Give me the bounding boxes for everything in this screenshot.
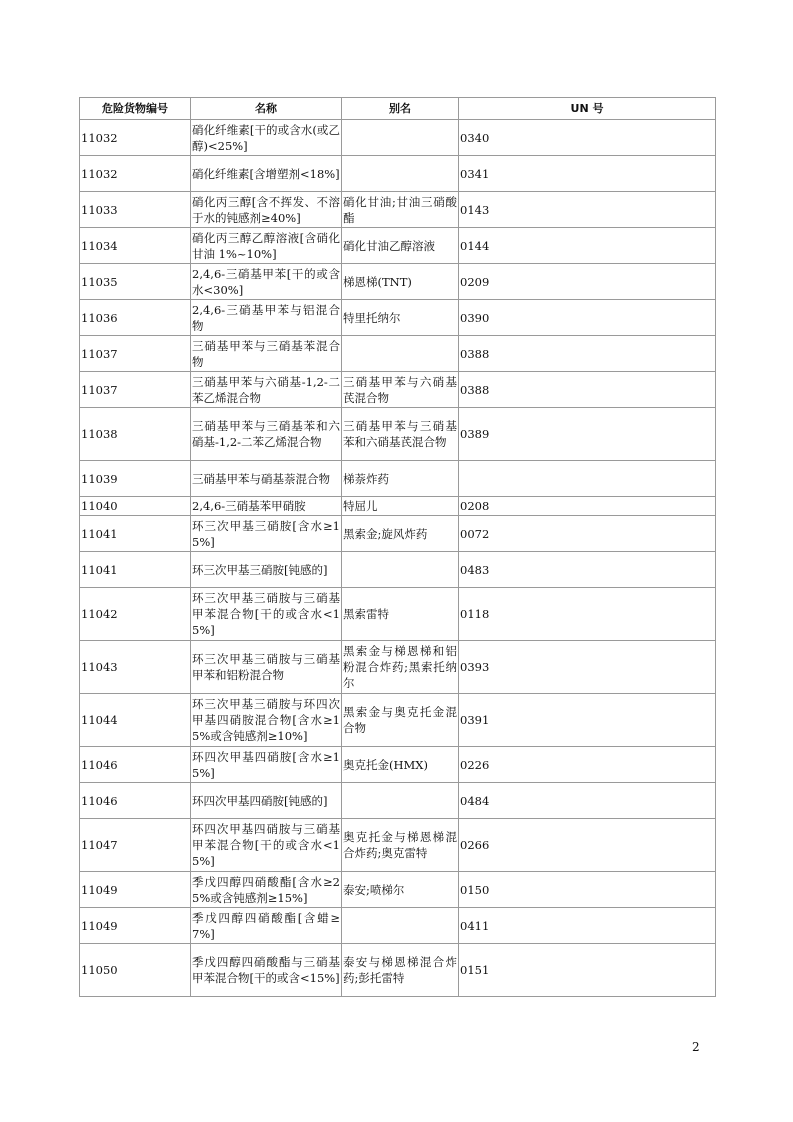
cell-un-number: 0411 <box>459 908 716 944</box>
cell-goods-number: 11049 <box>80 872 191 908</box>
cell-goods-number: 11040 <box>80 497 191 516</box>
cell-un-number: 0144 <box>459 228 716 264</box>
table-row <box>80 641 716 694</box>
cell-un-number: 0391 <box>459 694 716 747</box>
cell-un-number: 0388 <box>459 372 716 408</box>
table-row <box>80 944 716 997</box>
table-row <box>80 783 716 819</box>
table-row <box>80 516 716 552</box>
table-row <box>80 336 716 372</box>
cell-name: 季戊四醇四硝酸酯[含蜡≥7%] <box>191 908 342 944</box>
cell-alias: 特里托纳尔 <box>342 300 459 336</box>
table-row <box>80 694 716 747</box>
cell-un-number: 0388 <box>459 336 716 372</box>
cell-alias: 三硝基甲苯与三硝基苯和六硝基芪混合物 <box>342 408 459 461</box>
table-row <box>80 588 716 641</box>
cell-un-number: 0266 <box>459 819 716 872</box>
cell-goods-number: 11050 <box>80 944 191 997</box>
cell-alias <box>342 552 459 588</box>
cell-goods-number: 11032 <box>80 156 191 192</box>
table-row <box>80 192 716 228</box>
cell-goods-number: 11041 <box>80 552 191 588</box>
cell-un-number: 0483 <box>459 552 716 588</box>
cell-un-number: 0390 <box>459 300 716 336</box>
cell-goods-number: 11039 <box>80 461 191 497</box>
cell-alias: 黑索金与梯恩梯和铝粉混合炸药;黑索托纳尔 <box>342 641 459 694</box>
dangerous-goods-table <box>79 97 716 997</box>
table-row <box>80 408 716 461</box>
cell-goods-number: 11037 <box>80 336 191 372</box>
cell-goods-number: 11046 <box>80 747 191 783</box>
cell-name: 硝化丙三醇[含不挥发、不溶于水的钝感剂≥40%] <box>191 192 342 228</box>
cell-name: 环四次甲基四硝胺[含水≥15%] <box>191 747 342 783</box>
cell-goods-number: 11037 <box>80 372 191 408</box>
cell-alias <box>342 908 459 944</box>
table-row <box>80 228 716 264</box>
cell-goods-number: 11044 <box>80 694 191 747</box>
cell-name: 环三次甲基三硝胺与三硝基甲苯和铝粉混合物 <box>191 641 342 694</box>
cell-alias: 黑索雷特 <box>342 588 459 641</box>
cell-alias: 梯恩梯(TNT) <box>342 264 459 300</box>
cell-goods-number: 11049 <box>80 908 191 944</box>
cell-alias: 黑索金;旋风炸药 <box>342 516 459 552</box>
cell-un-number: 0209 <box>459 264 716 300</box>
page-number: 2 <box>692 1040 700 1054</box>
cell-name: 环三次甲基三硝胺与环四次甲基四硝胺混合物[含水≥15%或含钝感剂≥10%] <box>191 694 342 747</box>
table-row <box>80 908 716 944</box>
cell-goods-number: 11033 <box>80 192 191 228</box>
cell-un-number: 0341 <box>459 156 716 192</box>
table-row <box>80 120 716 156</box>
table-row <box>80 552 716 588</box>
table-row <box>80 461 716 497</box>
cell-goods-number: 11046 <box>80 783 191 819</box>
cell-un-number: 0340 <box>459 120 716 156</box>
cell-alias <box>342 156 459 192</box>
cell-alias: 硝化甘油乙醇溶液 <box>342 228 459 264</box>
cell-alias: 特屈儿 <box>342 497 459 516</box>
cell-name: 三硝基甲苯与三硝基苯混合物 <box>191 336 342 372</box>
table-row <box>80 819 716 872</box>
cell-alias <box>342 783 459 819</box>
cell-goods-number: 11042 <box>80 588 191 641</box>
table-row <box>80 264 716 300</box>
cell-un-number: 0389 <box>459 408 716 461</box>
cell-alias: 梯萘炸药 <box>342 461 459 497</box>
cell-name: 硝化纤维素[干的或含水(或乙醇)<25%] <box>191 120 342 156</box>
cell-un-number: 0226 <box>459 747 716 783</box>
cell-un-number: 0118 <box>459 588 716 641</box>
cell-goods-number: 11034 <box>80 228 191 264</box>
cell-name: 季戊四醇四硝酸酯[含水≥25%或含钝感剂≥15%] <box>191 872 342 908</box>
cell-alias: 泰安;喷梯尔 <box>342 872 459 908</box>
cell-un-number: 0072 <box>459 516 716 552</box>
cell-un-number: 0151 <box>459 944 716 997</box>
cell-name: 2,4,6-三硝基甲苯与铝混合物 <box>191 300 342 336</box>
cell-name: 环三次甲基三硝胺[钝感的] <box>191 552 342 588</box>
cell-name: 2,4,6-三硝基甲苯[干的或含水<30%] <box>191 264 342 300</box>
table-row <box>80 156 716 192</box>
cell-name: 三硝基甲苯与硝基萘混合物 <box>191 461 342 497</box>
cell-goods-number: 11032 <box>80 120 191 156</box>
table-row <box>80 300 716 336</box>
cell-alias: 三硝基甲苯与六硝基芪混合物 <box>342 372 459 408</box>
table-body <box>80 120 716 997</box>
cell-name: 环三次甲基三硝胺[含水≥15%] <box>191 516 342 552</box>
header-goods-number: 危险货物编号 <box>80 98 191 120</box>
cell-name: 硝化丙三醇乙醇溶液[含硝化甘油 1%~10%] <box>191 228 342 264</box>
cell-un-number: 0143 <box>459 192 716 228</box>
table-row <box>80 497 716 516</box>
header-un-number: UN 号 <box>459 98 716 120</box>
cell-name: 环四次甲基四硝胺与三硝基甲苯混合物[干的或含水<15%] <box>191 819 342 872</box>
cell-goods-number: 11035 <box>80 264 191 300</box>
cell-name: 三硝基甲苯与三硝基苯和六硝基-1,2-二苯乙烯混合物 <box>191 408 342 461</box>
cell-name: 三硝基甲苯与六硝基-1,2-二苯乙烯混合物 <box>191 372 342 408</box>
cell-goods-number: 11043 <box>80 641 191 694</box>
cell-name: 环四次甲基四硝胺[钝感的] <box>191 783 342 819</box>
cell-un-number: 0150 <box>459 872 716 908</box>
cell-goods-number: 11041 <box>80 516 191 552</box>
cell-goods-number: 11038 <box>80 408 191 461</box>
table-row <box>80 372 716 408</box>
cell-un-number: 0484 <box>459 783 716 819</box>
table-row <box>80 747 716 783</box>
cell-un-number: 0393 <box>459 641 716 694</box>
cell-un-number: 0208 <box>459 497 716 516</box>
table-header-row <box>80 98 716 120</box>
cell-alias <box>342 336 459 372</box>
cell-goods-number: 11047 <box>80 819 191 872</box>
header-alias: 别名 <box>342 98 459 120</box>
cell-un-number <box>459 461 716 497</box>
cell-name: 环三次甲基三硝胺与三硝基甲苯混合物[干的或含水<15%] <box>191 588 342 641</box>
cell-alias <box>342 120 459 156</box>
table-row <box>80 872 716 908</box>
cell-name: 季戊四醇四硝酸酯与三硝基甲苯混合物[干的或含<15%] <box>191 944 342 997</box>
cell-name: 硝化纤维素[含增塑剂<18%] <box>191 156 342 192</box>
cell-alias: 奥克托金与梯恩梯混合炸药;奥克雷特 <box>342 819 459 872</box>
cell-goods-number: 11036 <box>80 300 191 336</box>
cell-name: 2,4,6-三硝基苯甲硝胺 <box>191 497 342 516</box>
cell-alias: 黑索金与奥克托金混合物 <box>342 694 459 747</box>
cell-alias: 奥克托金(HMX) <box>342 747 459 783</box>
header-name: 名称 <box>191 98 342 120</box>
cell-alias: 泰安与梯恩梯混合炸药;彭托雷特 <box>342 944 459 997</box>
cell-alias: 硝化甘油;甘油三硝酸酯 <box>342 192 459 228</box>
